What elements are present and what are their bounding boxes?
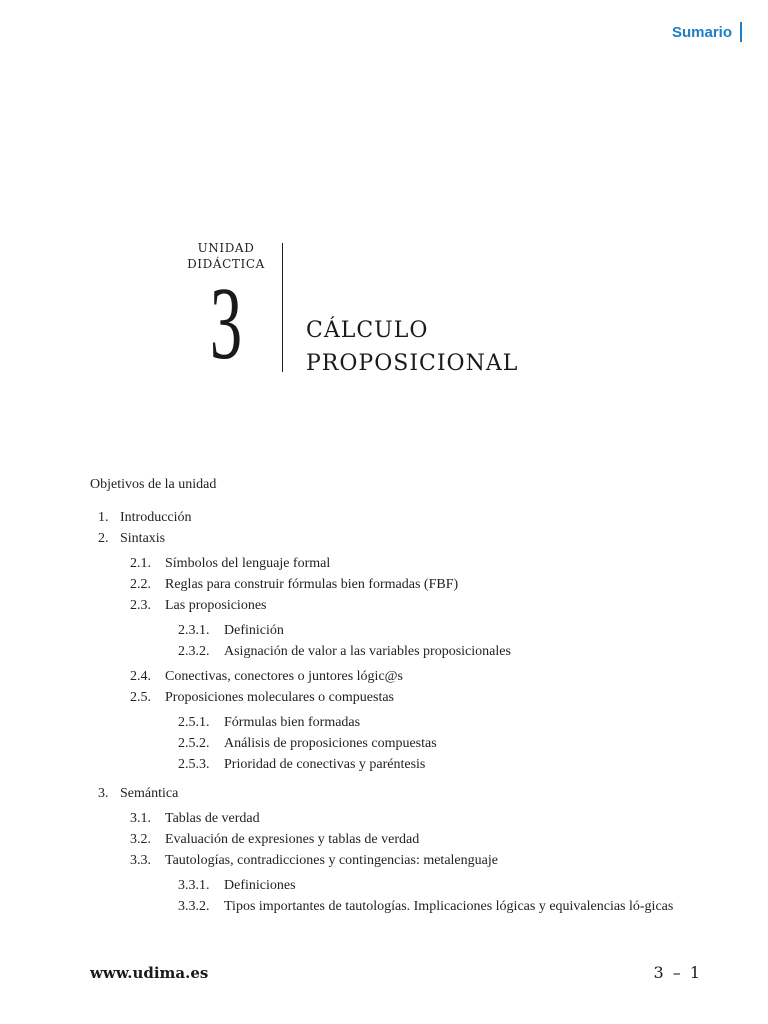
toc-item[interactable]: 2.5.1. Fórmulas bien formadas [178,715,361,730]
footer-site-link[interactable]: www.udima.es [90,964,209,982]
sumario-bar [740,22,742,42]
toc-item[interactable]: 3.2. Evaluación de expresiones y tablas de verdad [130,832,420,847]
toc-item[interactable]: 3. Semántica [98,786,179,801]
toc-item[interactable]: 2.2. Reglas para construir fórmulas bien formadas (FBF) [130,577,459,592]
unit-label-line2: DIDÁCTICA [187,257,265,271]
unit-title-line1: CÁLCULO [306,318,429,343]
toc-item[interactable]: 2.5. Proposiciones moleculares o compuestas [130,690,395,705]
toc-item[interactable]: 2. Sintaxis [98,531,166,546]
toc-item[interactable]: 3.3.1. Definiciones [178,878,296,893]
toc-item[interactable]: 2.3.1. Definición [178,623,284,638]
unit-title [306,314,518,380]
unit-title-line2: PROPOSICIONAL [306,351,519,376]
toc-item[interactable]: 3.1. Tablas de verdad [130,811,260,826]
sumario-label[interactable]: Sumario [671,23,732,41]
title-divider [282,243,283,372]
toc-item[interactable]: 2.5.2. Análisis de proposiciones compuestas [178,736,437,751]
toc-item[interactable]: 2.5.3. Prioridad de conectivas y paréntesis [178,757,426,772]
toc-item[interactable]: 3.3. Tautologías, contradicciones y contingencias: metalenguaje [130,853,498,868]
toc-item[interactable]: 2.3. Las proposiciones [130,598,267,613]
unit-number: 3 [209,266,243,381]
toc-item[interactable]: 1. Introducción [98,510,192,525]
toc-item[interactable]: 2.3.2. Asignación de valor a las variables proposicionales [178,644,511,659]
toc-objectives[interactable]: Objetivos de la unidad [90,477,217,492]
sumario-link[interactable] [672,22,742,42]
page-number: 3 – 1 [653,963,700,982]
toc-item[interactable]: 2.1. Símbolos del lenguaje formal [130,556,331,571]
toc-item[interactable]: 3.3.2. Tipos importantes de tautologías. Implicaciones lógicas y equivalencias ló-gicas [178,899,674,914]
unit-label-line1: UNIDAD [197,241,255,255]
toc-item[interactable]: 2.4. Conectivas, conectores o juntores lógic@s [130,669,403,684]
table-of-contents [90,474,710,917]
